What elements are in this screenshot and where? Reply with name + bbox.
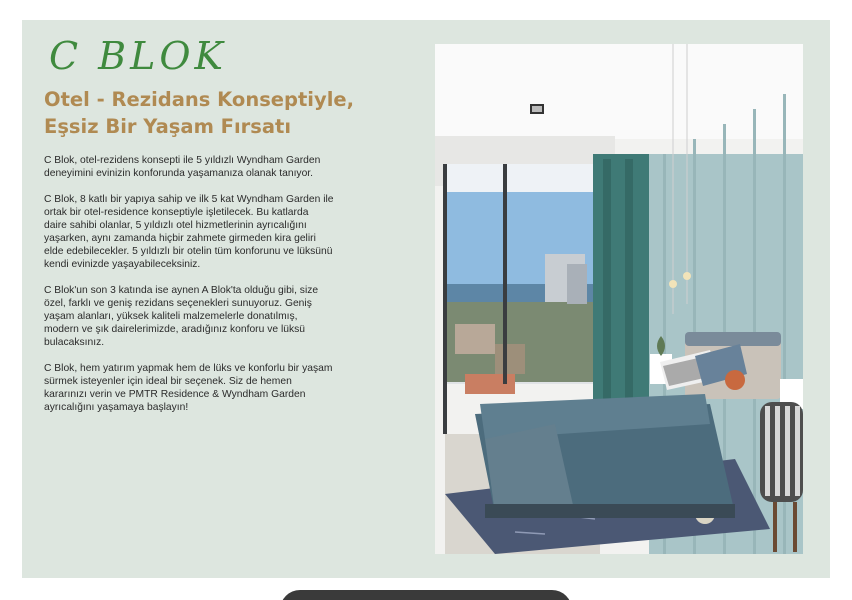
bedroom-photo <box>435 44 803 554</box>
brochure-card <box>22 20 830 578</box>
paragraph-intro: C Blok, otel-rezidens konsepti ile 5 yıldızlı Wyndham Garden deneyimini evinizin konforunda yaşamanıza olanak tanıyor. <box>44 155 321 179</box>
headline <box>44 86 424 140</box>
paragraph-floors: C Blok, 8 katlı bir yapıya sahip ve ilk 5 kat Wyndham Garden ile ortak bir otel-residence konseptiyle işletilecek. Bu katlarda daire sahibi olanlar, 5 yıldızlı otel hizmetlerinin ayrıcalığını yaşarken, aynı zamanda hiçbir zahmete girmeden kira geliri elde edebilecekler. 5 yıldızlı bir otelin tüm konforunu ve lüksünü kendi evinizde yaşayabileceksiniz. <box>44 194 334 270</box>
handwritten-title: C BLOK <box>49 34 227 78</box>
bottom-toolbar-pill[interactable] <box>280 590 572 600</box>
headline-line-2: Eşsiz Bir Yaşam Fırsatı <box>44 115 292 138</box>
headline-line-1: Otel - Rezidans Konseptiyle, <box>44 88 355 111</box>
body-text <box>44 154 334 427</box>
paragraph-residences: C Blok'un son 3 katında ise aynen A Blok'ta olduğu gibi, size özel, farklı ve geniş rezidans seçenekleri sunuyoruz. Geniş yaşam alanları, yüksek kaliteli malzemelerle donatılmış, modern ve şık dairelerimizde, aradığınız konforu ve lüksü bulacaksınız. <box>44 285 319 348</box>
paragraph-investment: C Blok, hem yatırım yapmak hem de lüks ve konforlu bir yaşam sürmek isteyenler için ideal bir seçenek. Siz de hemen kararınızı verin ve PMTR Residence & Wyndham Garden ayrıcalığını yaşamaya başlayın! <box>44 363 333 413</box>
